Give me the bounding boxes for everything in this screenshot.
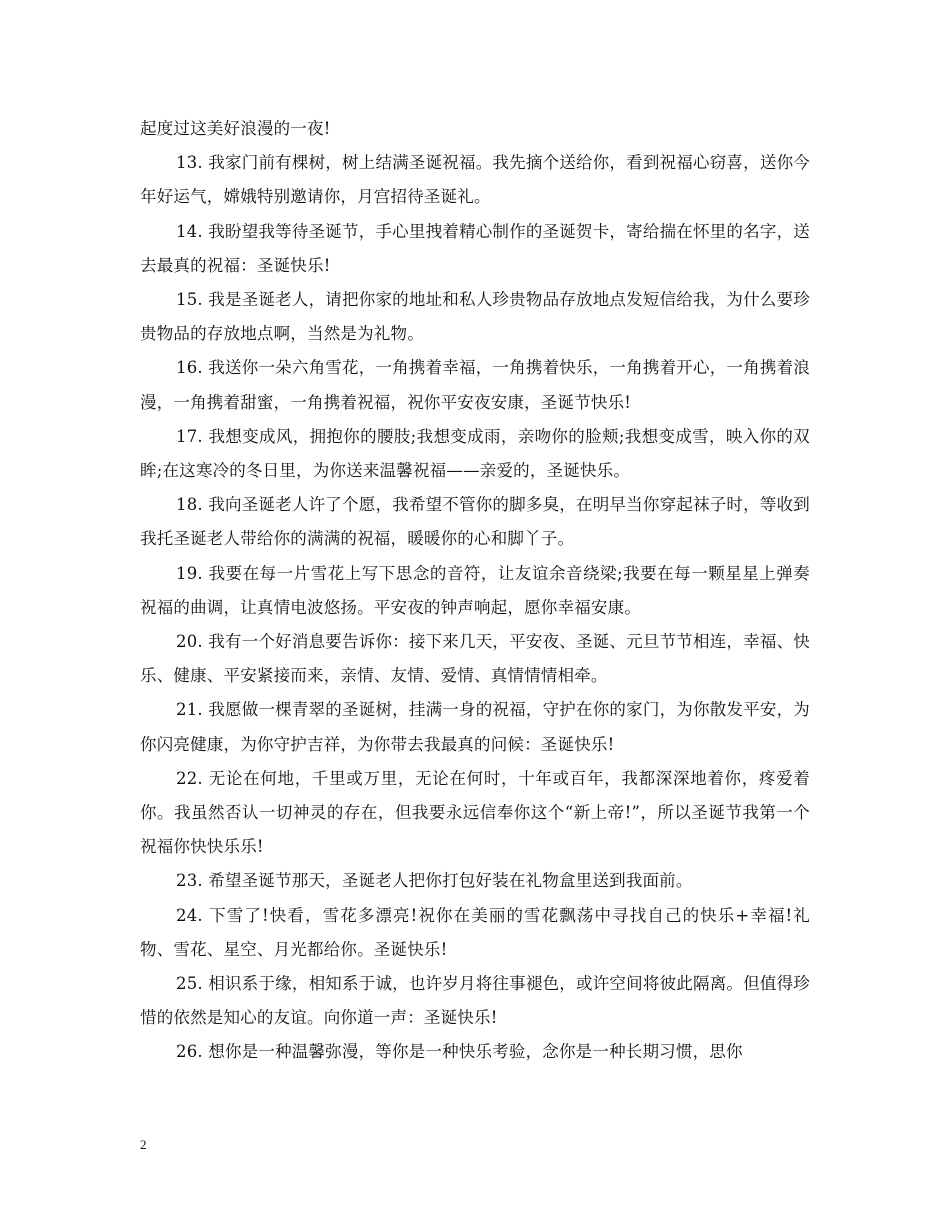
paragraph-item-16: 16. 我送你一朵六角雪花，一角携着幸福，一角携着快乐，一角携着开心，一角携着浪漫，一角携着甜蜜，一角携着祝福，祝你平安夜安康，圣诞节快乐!: [140, 358, 810, 412]
paragraph-item-20: 20. 我有一个好消息要告诉你：接下来几天，平安夜、圣诞、元旦节节相连，幸福、快乐、健康、平安紧接而来，亲情、友情、爱情、真情情情相牵。: [140, 632, 810, 686]
paragraph-item-23: 23. 希望圣诞节那天，圣诞老人把你打包好装在礼物盒里送到我面前。: [176, 871, 693, 891]
paragraph-item-18: 18. 我向圣诞老人许了个愿，我希望不管你的脚多臭，在明早当你穿起袜子时，等收到我托圣诞老人带给你的满满的祝福，暖暖你的心和脚丫子。: [140, 495, 810, 549]
paragraph-item-17: 17. 我想变成风，拥抱你的腰肢;我想变成雨，亲吻你的脸颊;我想变成雪，映入你的双眸;在这寒冷的冬日里，为你送来温馨祝福——亲爱的，圣诞快乐。: [140, 426, 810, 481]
page-number: 2: [140, 1137, 147, 1152]
paragraph-item-13: 13. 我家门前有棵树，树上结满圣诞祝福。我先摘个送给你，看到祝福心窃喜，送你今年好运气，嫦娥特别邀请你，月宫招待圣诞礼。: [140, 153, 810, 207]
paragraph-item-19: 19. 我要在每一片雪花上写下思念的音符，让友谊余音绕梁;我要在每一颗星星上弹奏祝福的曲调，让真情电波悠扬。平安夜的钟声响起，愿你幸福安康。: [140, 563, 810, 617]
document-body: [140, 112, 810, 1070]
paragraph-item-14: 14. 我盼望我等待圣诞节，手心里拽着精心制作的圣诞贺卡，寄给揣在怀里的名字，送去最真的祝福：圣诞快乐!: [140, 221, 810, 275]
paragraph-item-15: 15. 我是圣诞老人，请把你家的地址和私人珍贵物品存放地点发短信给我，为什么要珍贵物品的存放地点啊，当然是为礼物。: [140, 290, 810, 344]
paragraph-item-22: 22. 无论在何地，千里或万里，无论在何时，十年或百年，我都深深地着你，疼爱着你。我虽然否认一切神灵的存在，但我要永远信奉你这个“新上帝!”，所以圣诞节我第一个祝福你快快乐乐!: [140, 768, 810, 857]
paragraph-continuation: 起度过这美好浪漫的一夜!: [140, 119, 331, 138]
paragraph-item-24: 24. 下雪了!快看，雪花多漂亮!祝你在美丽的雪花飘荡中寻找自己的快乐+幸福!礼物、雪花、星空、月光都给你。圣诞快乐!: [140, 905, 810, 959]
paragraph-item-25: 25. 相识系于缘，相知系于诚，也许岁月将往事褪色，或许空间将彼此隔离。但值得珍惜的依然是知心的友谊。向你道一声：圣诞快乐!: [140, 974, 810, 1028]
paragraph-item-26: 26. 想你是一种温馨弥漫，等你是一种快乐考验，念你是一种长期习惯，思你: [176, 1042, 743, 1062]
paragraph-item-21: 21. 我愿做一棵青翠的圣诞树，挂满一身的祝福，守护在你的家门，为你散发平安，为你闪亮健康，为你守护吉祥，为你带去我最真的问候：圣诞快乐!: [140, 700, 810, 754]
